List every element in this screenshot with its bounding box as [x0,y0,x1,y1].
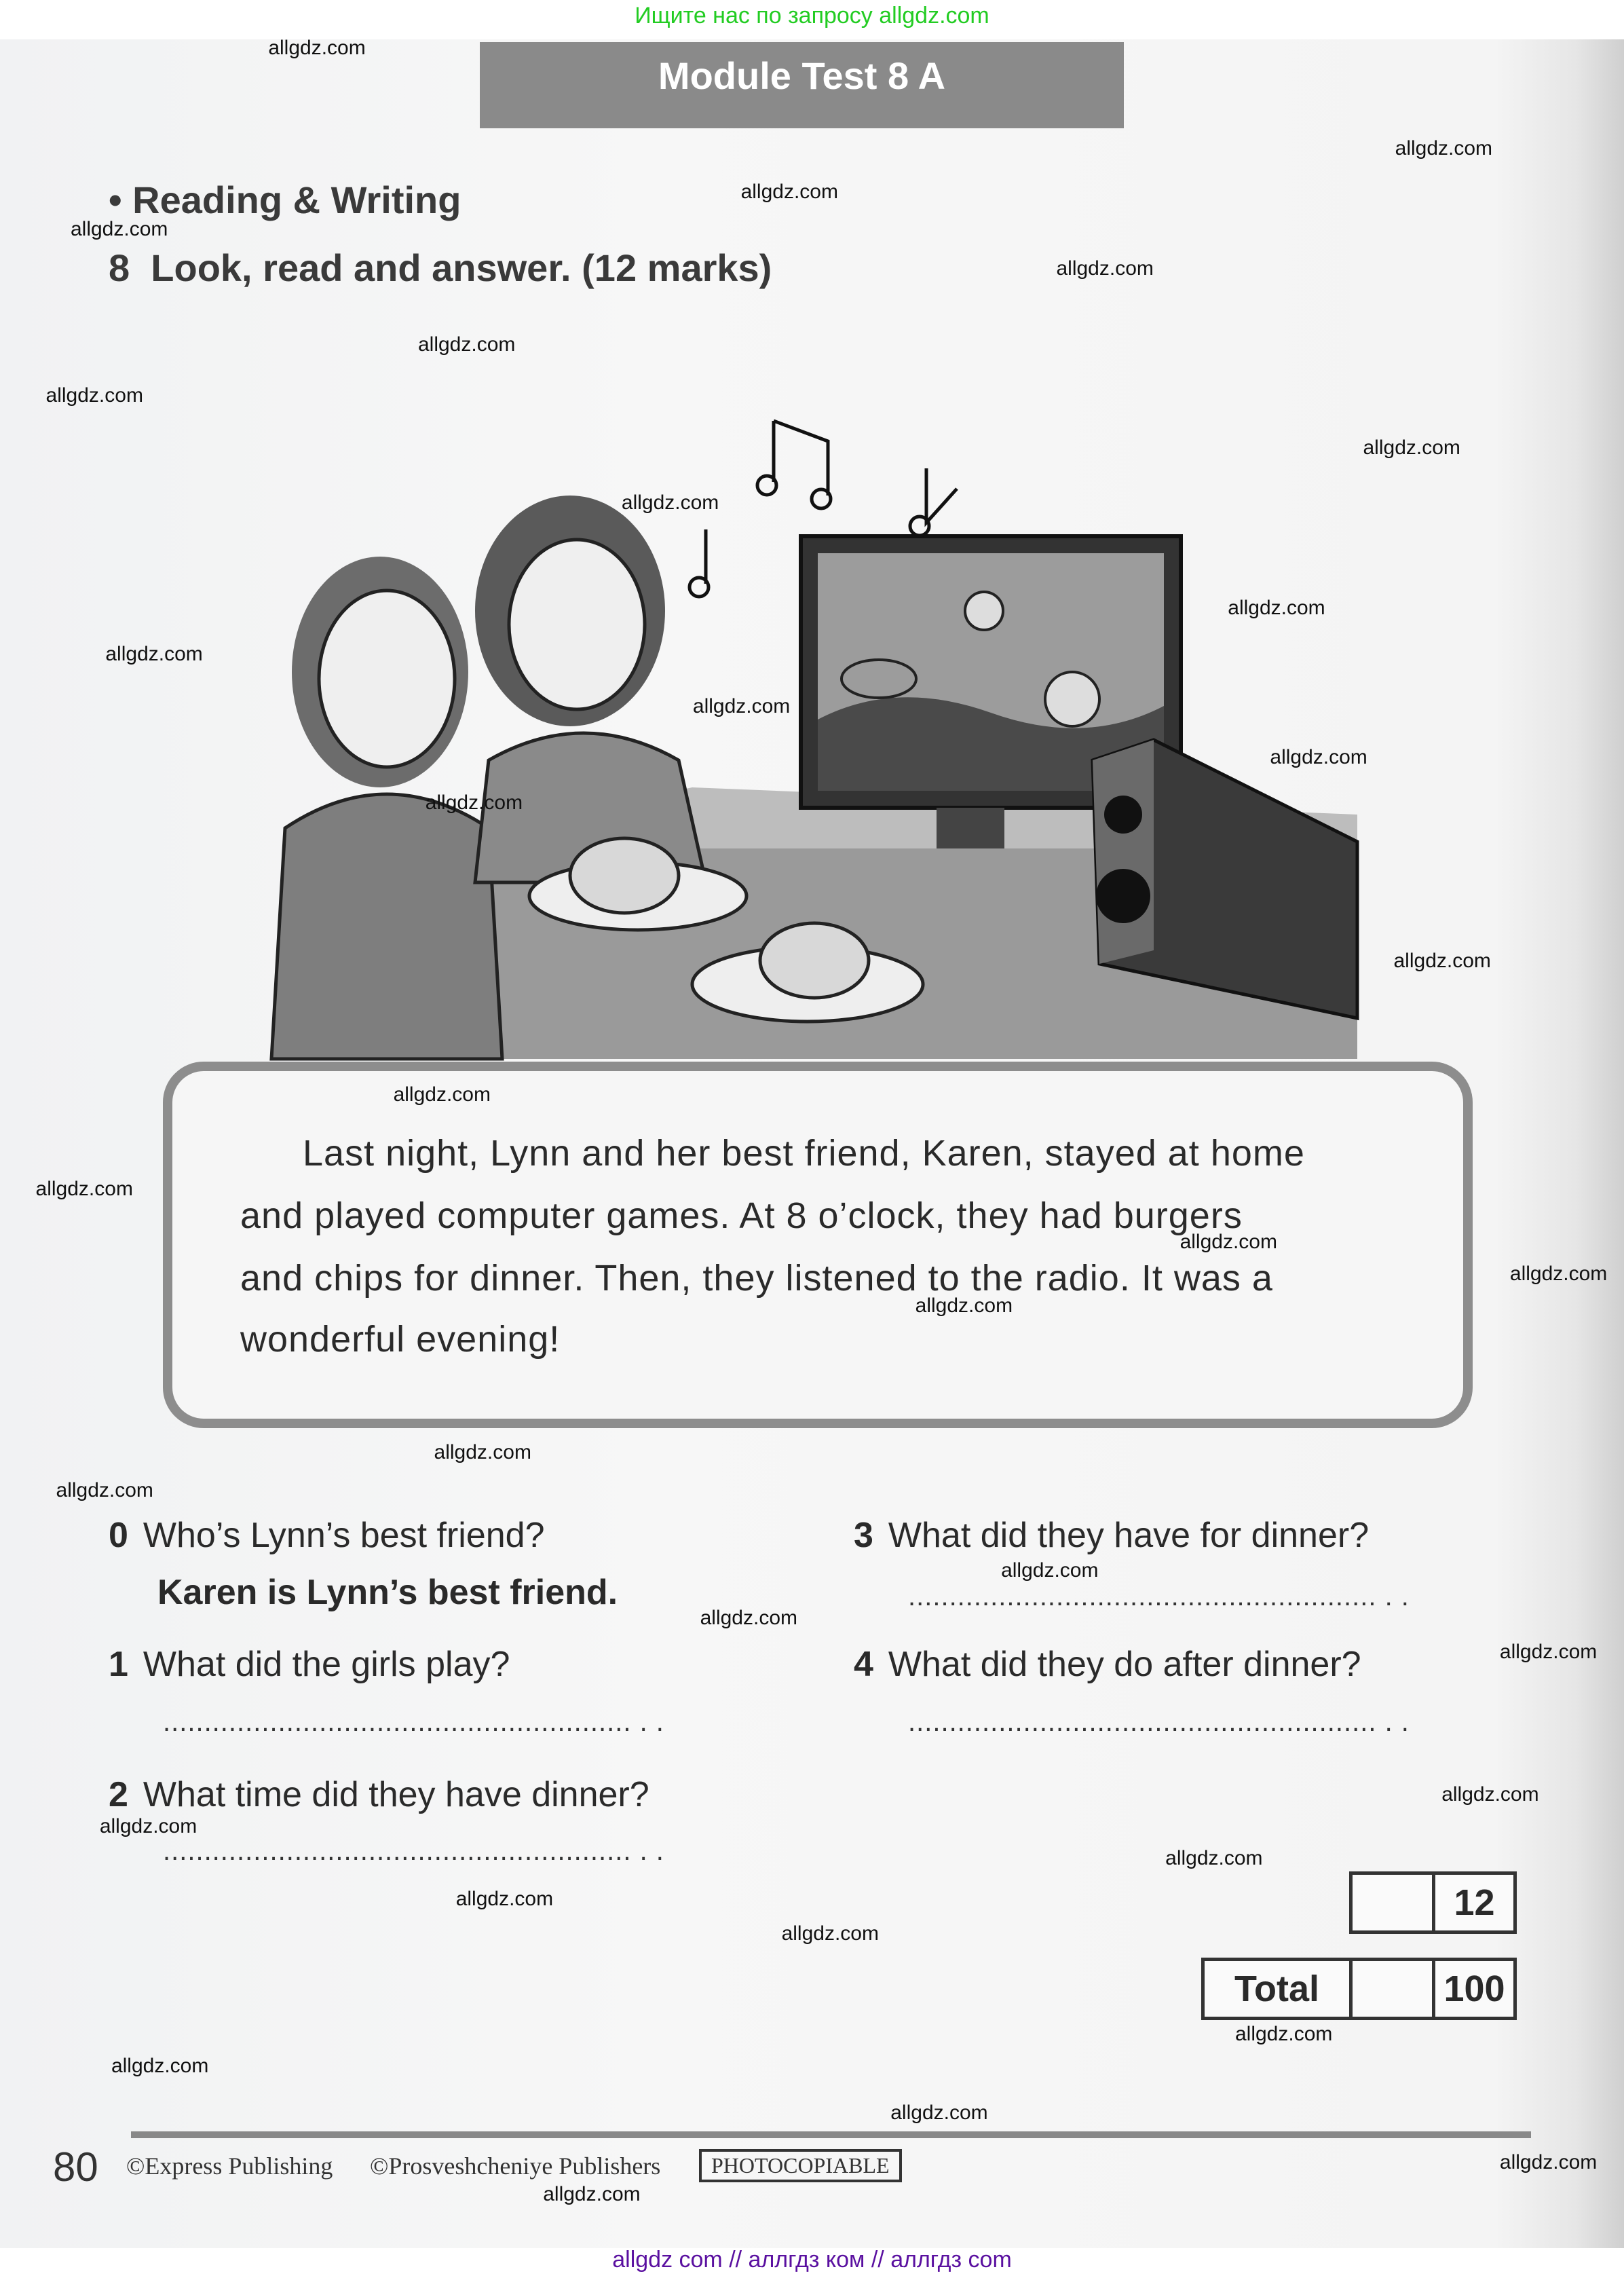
story-line: wonderful evening! [240,1319,561,1360]
watermark-text: allgdz.com [692,695,791,718]
watermark-text: allgdz.com [781,1922,879,1945]
marks-cell: 12 [1432,1871,1517,1934]
watermark-text: allgdz.com [434,1441,531,1464]
story-line: and chips for dinner. Then, they listened to the radio. It was a [240,1258,1273,1299]
watermark-text: allgdz.com [1395,136,1493,160]
watermark-text: allgdz.com [99,1814,197,1837]
section-heading: • Reading & Writing [109,179,461,221]
exercise-number: 8 [109,246,130,289]
watermark-text: allgdz.com [455,1887,554,1910]
watermark-text: allgdz.com [1499,1640,1598,1663]
watermark-text: allgdz.com [621,491,719,515]
watermark-text: allgdz.com [1499,2150,1598,2173]
watermark-text: allgdz.com [56,1478,153,1501]
question-4 [854,1644,1361,1685]
answer-field-1[interactable]: ......................................................... . . [163,1707,664,1737]
watermark-text: allgdz.com [111,2055,209,2078]
watermark-text: allgdz.com [1001,1558,1099,1582]
total-input-cell[interactable] [1349,1958,1435,2020]
total-marks-cell: 100 [1432,1958,1517,2020]
watermark-text: allgdz.com [1363,436,1460,459]
question-number: 1 [109,1645,128,1684]
watermark-text: allgdz.com [1509,1262,1608,1285]
question-number: 4 [854,1645,873,1684]
illustration-girls-computer [217,407,1371,1066]
question-text: What did they have for dinner? [888,1516,1370,1555]
watermark-text: allgdz.com [1165,1846,1263,1869]
watermark-text: allgdz.com [700,1607,797,1630]
watermark-text: allgdz.com [543,2182,641,2205]
watermark-text: allgdz.com [393,1083,491,1106]
question-number: 2 [109,1775,128,1814]
watermark-text: allgdz.com [35,1178,133,1201]
answer-field-2[interactable]: ......................................................... . . [163,1836,664,1866]
photocopiable-badge: PHOTOCOPIABLE [699,2149,902,2182]
publisher-prosveshcheniye: ©Prosveshcheniye Publishers [370,2152,661,2180]
question-text: What did the girls play? [143,1645,510,1684]
watermark-text: allgdz.com [268,36,366,59]
girl-karen [475,496,706,882]
question-number: 0 [109,1516,128,1555]
watermark-text: allgdz.com [417,333,516,356]
score-input-cell[interactable] [1349,1871,1435,1934]
section-title: Reading & Writing [132,179,461,221]
watermark-text: allgdz.com [70,218,168,241]
watermark-text: allgdz.com [425,791,523,814]
example-answer: Karen is Lynn’s best friend. [157,1573,618,1612]
story-line: and played computer games. At 8 o’clock, they had burgers [240,1195,1243,1236]
page-number: 80 [53,2144,98,2190]
watermark-text: allgdz.com [105,643,203,666]
question-text: What time did they have dinner? [143,1775,649,1814]
watermark-text: allgdz.com [1393,950,1491,973]
watermark-text: allgdz.com [1441,1782,1539,1806]
watermark-text: allgdz.com [1056,257,1154,280]
exercise-heading [109,246,772,290]
watermark-text: allgdz.com [1179,1230,1277,1253]
watermark-text: allgdz.com [45,384,143,407]
question-text: Who’s Lynn’s best friend? [143,1516,545,1555]
answer-field-4[interactable]: ......................................................... . . [908,1707,1410,1737]
question-3 [854,1515,1369,1556]
exercise-instruction: Look, read and answer. (12 marks) [151,246,772,289]
question-2 [109,1774,649,1815]
question-text: What did they do after dinner? [888,1645,1361,1684]
publisher-express: ©Express Publishing [126,2152,333,2180]
footer-divider [131,2131,1531,2138]
watermark-text: allgdz.com [1228,596,1325,619]
watermark-text: allgdz.com [1270,746,1367,769]
search-banner[interactable]: Ищите нас по запросу allgdz.com [635,3,989,29]
watermark-text: allgdz.com [890,2101,988,2124]
watermark-text: allgdz.com [740,180,838,203]
watermark-text: allgdz.com [915,1294,1013,1317]
answer-field-3[interactable]: ......................................................... . . [908,1582,1410,1611]
page-title: Module Test 8 A [480,42,1124,128]
story-line: Last night, Lynn and her best friend, Karen, stayed at home [303,1133,1305,1174]
question-1 [109,1644,510,1685]
question-0 [109,1515,545,1556]
total-label: Total [1201,1958,1353,2020]
question-number: 3 [854,1516,873,1555]
watermark-text: allgdz.com [1234,2023,1333,2046]
bottom-banner[interactable]: allgdz com // аллгдз ком // аллгдз com [612,2247,1012,2273]
